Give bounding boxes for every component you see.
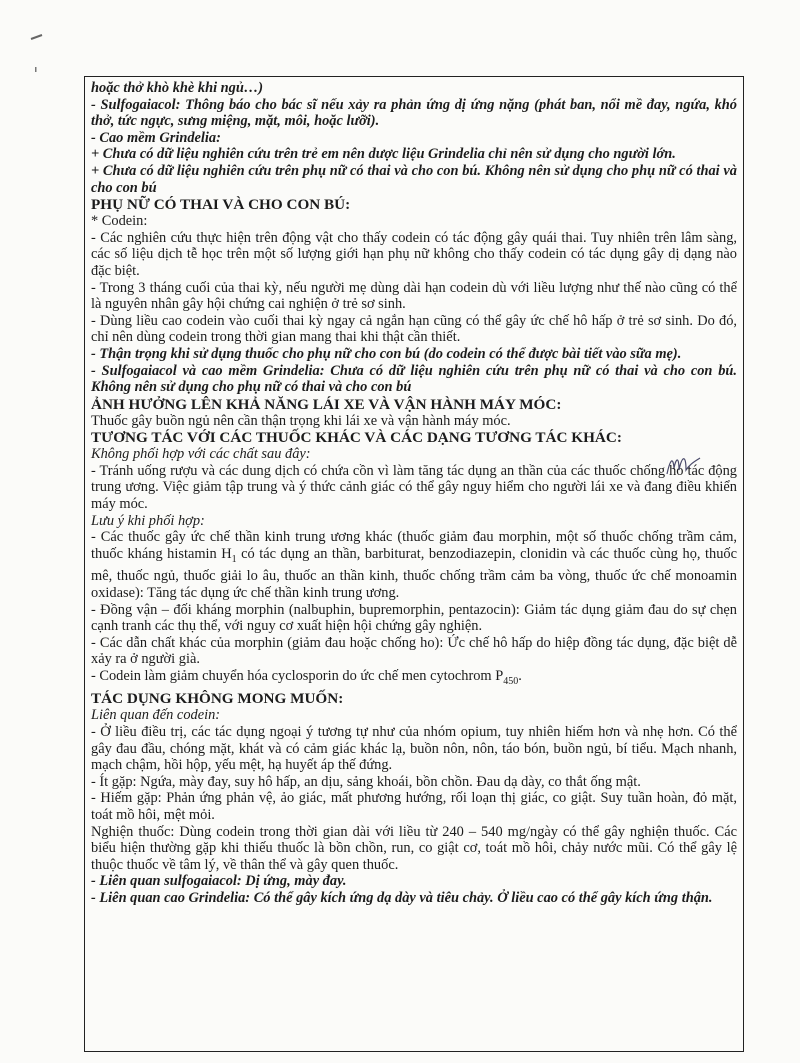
grindelia-label: - Cao mềm Grindelia: <box>91 129 221 146</box>
paragraph: - Tránh uống rượu và các dung dịch có chứa cồn vì làm tăng tác dụng an thần của các thuốc chống ho tác động trung ương. Việc giảm tập trung và ý thức cảnh giác có thể gây nguy hiểm cho người lái xe và đang điều khiển máy móc. <box>91 462 737 513</box>
sulfogaiacol-adverse: - Liên quan sulfogaiacol: Dị ứng, mày đay. <box>91 873 347 890</box>
paragraph: - Trong 3 tháng cuối của thai kỳ, nếu người mẹ dùng dài hạn codein dù với liều lượng như thế nào cũng có thể là nguyên nhân gây hội chứng cai nghiện ở trẻ sơ sinh. <box>91 279 737 313</box>
section-heading-pregnancy: PHỤ NỮ CÓ THAI VÀ CHO CON BÚ: <box>91 196 351 214</box>
paragraph <box>91 668 737 690</box>
paragraph: Nghiện thuốc: Dùng codein trong thời gian dài với liều từ 240 – 540 mg/ngày có thể gây nghiện thuốc. Các biểu hiện thường gặp khi thiếu thuốc là bồn chồn, run, co giật cơ, toát mồ hôi, chảy nước mũi. Có thể gây lệ thuộc thuốc về tâm lý, về thân thể và gây quen thuốc. <box>91 823 737 873</box>
sulfogaiacol-warning: - Sulfogaiacol: Thông báo cho bác sĩ nếu xảy ra phản ứng dị ứng nặng (phát ban, nổi mề đay, ngứa, khó thở, tức ngực, sưng miệng, mặt, môi, hoặc lưỡi). <box>91 96 737 130</box>
scan-artifact-mark <box>30 30 44 45</box>
section-heading-driving: ẢNH HƯỞNG LÊN KHẢ NĂNG LÁI XE VÀ VẬN HÀNH MÁY MÓC: <box>91 395 562 413</box>
subheading-combination-caution: Lưu ý khi phối hợp: <box>91 512 205 529</box>
grindelia-adverse: - Liên quan cao Grindelia: Có thể gây kích ứng dạ dày và tiêu chảy. Ở liều cao có thể gây kích ứng thận. <box>91 889 713 906</box>
text-run: . <box>518 667 522 684</box>
document-page <box>84 76 744 1052</box>
paragraph: - Đồng vận – đối kháng morphin (nalbuphin, bupremorphin, pentazocin): Giảm tác dụng giảm đau do sự chẹn cạnh tranh các thụ thể, với nguy cơ xuất hiện hội chứng gây nghiện. <box>91 601 737 635</box>
subscript: 1 <box>231 553 237 565</box>
paragraph: Thuốc gây buồn ngủ nên cần thận trọng khi lái xe và vận hành máy móc. <box>91 412 511 429</box>
section-heading-interactions: TƯƠNG TÁC VỚI CÁC THUỐC KHÁC VÀ CÁC DẠNG TƯƠNG TÁC KHÁC: <box>91 429 622 447</box>
paragraph: - Hiếm gặp: Phản ứng phản vệ, ảo giác, mất phương hướng, rối loạn thị giác, co giật. Suy tuần hoàn, đỏ mặt, toát mồ hôi, mệt mỏi. <box>91 790 737 823</box>
paragraph: - Ở liều điều trị, các tác dụng ngoại ý tương tự như của nhóm opium, tuy nhiên hiếm hơn và nhẹ hơn. Có thể gây đau đầu, chóng mặt, khát và có cảm giác khác lạ, buồn nôn, nôn, táo bón, buồn ngủ, bí tiểu. Mạch nhanh, mạch chậm, hồi hộp, yếu mệt, hạ huyết áp thế đứng. <box>91 723 737 774</box>
handwritten-initials <box>664 450 704 480</box>
grindelia-pregnancy-note: + Chưa có dữ liệu nghiên cứu trên phụ nữ có thai và cho con bú. Không nên sử dụng cho phụ nữ có thai và cho con bú <box>91 162 737 196</box>
paragraph: hoặc thở khò khè khi ngủ…) <box>91 80 264 96</box>
codein-label: * Codein: <box>91 213 148 230</box>
subheading-not-combine: Không phối hợp với các chất sau đây: <box>91 446 311 463</box>
paragraph <box>91 529 737 601</box>
paragraph: - Dùng liều cao codein vào cuối thai kỳ ngay cả ngắn hạn cũng có thể gây ức chế hô hấp ở trẻ sơ sinh. Do đó, chỉ nên dùng codein trong thời gian mang thai khi thật cần thiết. <box>91 312 737 346</box>
subscript: 450 <box>503 675 519 687</box>
breastfeeding-caution: - Thận trọng khi sử dụng thuốc cho phụ nữ cho con bú (do codein có thể được bài tiết vào sữa mẹ). <box>91 345 682 362</box>
paragraph: - Ít gặp: Ngứa, mày đay, suy hô hấp, an dịu, sảng khoái, bồn chồn. Đau dạ dày, co thắt ống mật. <box>91 773 641 790</box>
text-run: có tác dụng an thần, barbiturat, benzodiazepin, clonidin và các thuốc cùng họ, thuốc mê, thuốc ngủ, thuốc giải lo âu, thuốc an thần kinh, thuốc chống trầm cảm ba vòng, thuốc ức chế monoamin oxidase): Tăng tác dụng ức chế thần kinh trung ương. <box>91 545 737 601</box>
subheading-codein-related: Liên quan đến codein: <box>91 707 221 724</box>
text-run: - Codein làm giảm chuyển hóa cyclosporin do ức chế men cytochrom P <box>91 667 504 684</box>
scan-artifact-dot <box>34 62 38 77</box>
paragraph: - Các nghiên cứu thực hiện trên động vật cho thấy codein có tác động gây quái thai. Tuy nhiên trên lâm sàng, các số liệu dịch tễ học trên một số lượng giới hạn phụ nữ không cho thấy codein có tác dụng gây dị dạng nào đặc biệt. <box>91 229 737 279</box>
grindelia-children-note: + Chưa có dữ liệu nghiên cứu trên trẻ em nên dược liệu Grindelia chỉ nên sử dụng cho người lớn. <box>91 146 676 163</box>
paragraph: - Các dẫn chất khác của morphin (giảm đau hoặc chống ho): Ức chế hô hấp do hiệp đồng tác dụng, đặc biệt dễ xảy ra ở người già. <box>91 634 737 668</box>
sulfogaiacol-grindelia-pregnancy: - Sulfogaiacol và cao mềm Grindelia: Chưa có dữ liệu nghiên cứu trên phụ nữ có thai và cho con bú. Không nên sử dụng cho phụ nữ có thai và cho con bú <box>91 362 737 396</box>
text-run: - Các thuốc gây ức chế thần kinh trung ương khác (thuốc giảm đau morphin, một số thuốc chống trầm cảm, thuốc kháng histamin H <box>91 529 737 562</box>
section-heading-adverse-effects: TÁC DỤNG KHÔNG MONG MUỐN: <box>91 690 344 708</box>
